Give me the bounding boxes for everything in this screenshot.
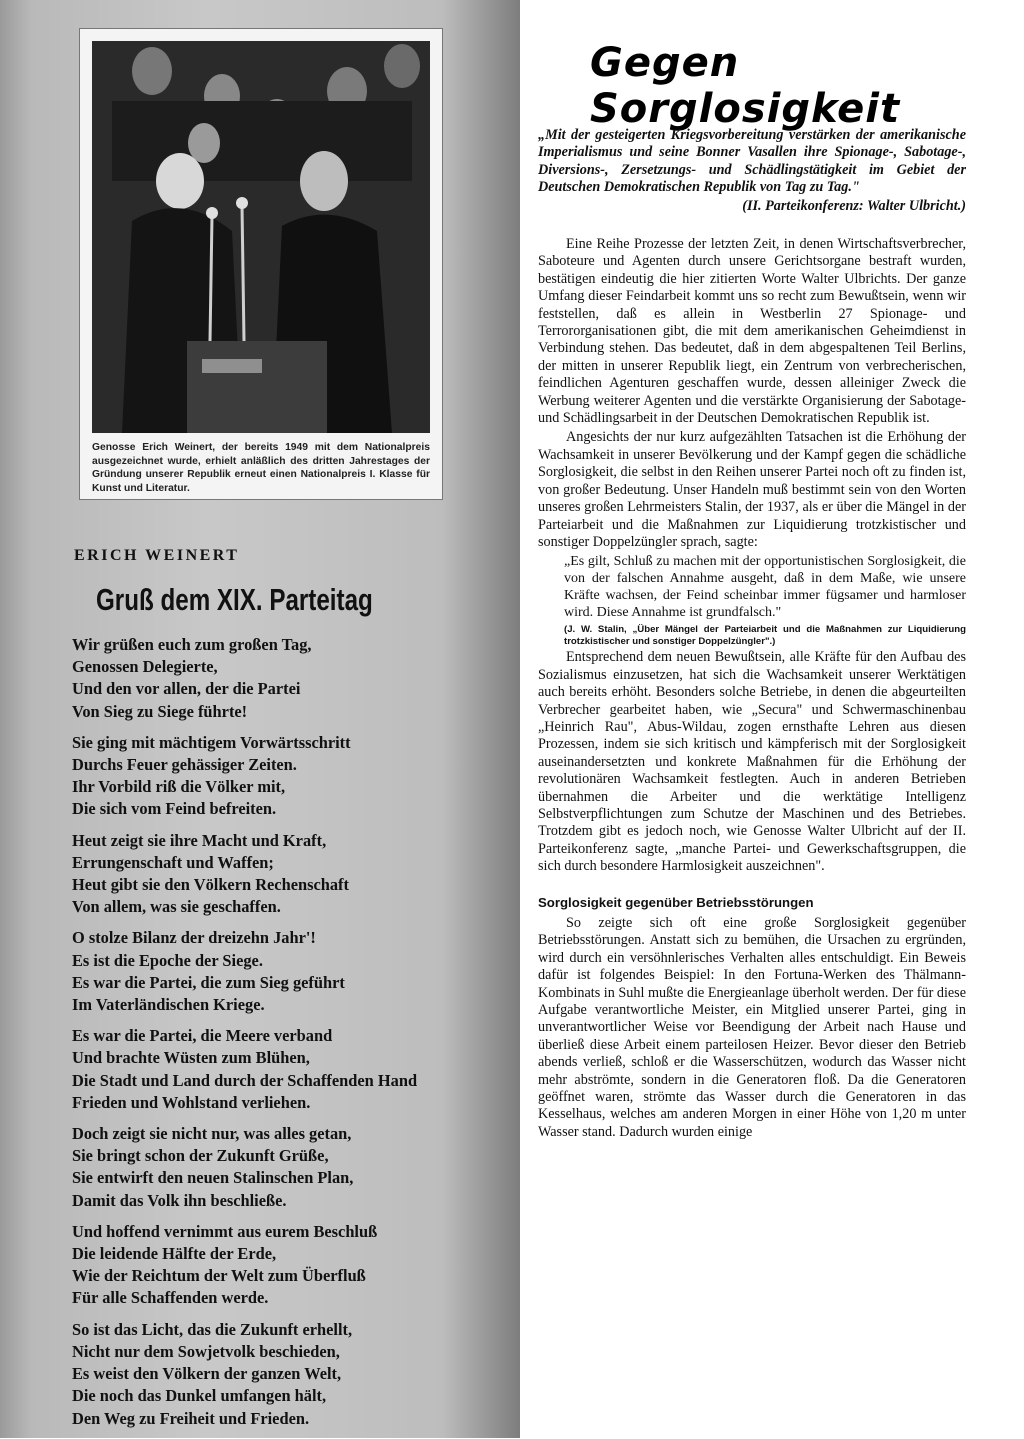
- poem-body: [72, 634, 492, 1439]
- poem-line: Von Sieg zu Siege führte!: [72, 701, 248, 721]
- poem-stanza: [72, 732, 492, 821]
- poem-line: Im Vaterländischen Kriege.: [72, 995, 265, 1015]
- poem-line: Die Stadt und Land durch der Schaffenden Hand: [72, 1070, 418, 1090]
- article-paragraph: Angesichts der nur kurz aufgezählten Tatsachen ist die Erhöhung der Wachsamkeit in unserer Bevölkerung und der Kampf gegen die schädliche Sorglosigkeit, die selbst in den Reihen unserer Partei noch oft zu finden ist, von großer Bedeutung. Unser Handeln muß bestimmt sein von den Worten unseres großen Lehrmeisters Stalin, der 1937, als er über die Mängel in der Parteiarbeit und die Maßnahmen zur Liquidierung trotzkistischer und sonstiger Doppelzüngler sprach, sagte:: [538, 429, 966, 550]
- article-headline: Gegen Sorglosigkeit: [590, 40, 901, 132]
- poem-line: Heut zeigt sie ihre Macht und Kraft,: [72, 830, 327, 850]
- poem-line: Die leidende Hälfte der Erde,: [72, 1244, 277, 1264]
- poem-line: Es ist die Epoche der Siege.: [72, 950, 263, 970]
- poem-stanza: [72, 634, 492, 723]
- poem-line: Die sich vom Feind befreiten.: [72, 799, 277, 819]
- epigraph-text: „Mit der gesteigerten Kriegsvorbereitung verstärken der amerikanische Imperialismus und seine Bonner Vasallen ihre Spionage-, Sabotage-, Diversions-, Zersetzungs- und Schädlingstätigkeit im Gebiet der Deutschen Demokratischen Republik von Tag zu Tag.": [538, 127, 966, 196]
- poem-author: ERICH WEINERT: [74, 547, 240, 564]
- poem-line: Und brachte Wüsten zum Blühen,: [72, 1048, 310, 1068]
- poem-line: Heut gibt sie den Völkern Rechenschaft: [72, 875, 349, 895]
- article-body: [538, 236, 966, 1143]
- epigraph-quote: [538, 127, 966, 215]
- poem-line: O stolze Bilanz der dreizehn Jahr'!: [72, 928, 316, 948]
- poem-line: Es war die Partei, die zum Sieg geführt: [72, 972, 345, 992]
- poem-line: Für alle Schaffenden werde.: [72, 1288, 269, 1308]
- article-paragraph: Entsprechend dem neuen Bewußtsein, alle Kräfte für den Aufbau des Sozialismus einzusetzen, hat sich die Wachsamkeit unserer Werktätigen auch bereits erhöht. Besonders solche Betriebe, in denen die abgeurteilten Verbrecher gearbeitet haben, wie „Secura" und Schwermaschinenbau „Heinrich Rau", Abus-Wildau, zogen ernsthafte Lehren aus diesen Prozessen, indem sie sich kritisch und kämpferisch mit der Sorglosigkeit auseinandersetzten und konkrete Maßnahmen für die Erhöhung der revolutionären Wachsamkeit festlegten. Auch in anderen Betrieben übernahmen die Arbeiter und die werktätige Intelligenz Selbstverpflichtungen zum Schutze der Maschinen und des Betriebes. Trotzdem gibt es jedoch noch, wie Genosse Walter Ulbricht auf der II. Parteikonferenz sagte, „manche Partei- und Gewerkschaftsgruppen, die sich durch besondere Harmlosigkeit auszeichnen".: [538, 649, 966, 875]
- poem-line: Ihr Vorbild riß die Völker mit,: [72, 777, 286, 797]
- poem-line: Und den vor allen, der die Partei: [72, 679, 301, 699]
- poem-line: Nicht nur dem Sowjetvolk beschieden,: [72, 1341, 340, 1361]
- poem-stanza: [72, 830, 492, 919]
- poem-stanza: [72, 1221, 492, 1310]
- poem-line: Es weist den Völkern der ganzen Welt,: [72, 1364, 342, 1384]
- epigraph-source: (II. Parteikonferenz: Walter Ulbricht.): [742, 197, 966, 214]
- poem-line: Den Weg zu Freiheit und Frieden.: [72, 1408, 310, 1428]
- poem-line: Und hoffend vernimmt aus eurem Beschluß: [72, 1221, 378, 1241]
- poem-stanza: [72, 1319, 492, 1430]
- article-paragraph: Eine Reihe Prozesse der letzten Zeit, in denen Wirtschaftsverbrecher, Saboteure und Agenten durch unsere Gerichtsorgane bestraft wurden, bestätigen eindeutig die hier zitierten Worte Walter Ulbrichts. Der ganze Umfang dieser Feindarbeit kommt uns so recht zum Bewußtsein, wenn wir feststellen, daß es allein in Westberlin 27 Spionage- und Terrororganisationen gibt, die mit dem amerikanischen Geheimdienst in Verbindung stehen. Das bedeutet, daß in dem abgespaltenen Teil Berlins, der mitten in unserer Republik liegt, ein Zentrum von verbrecherischen, feindlichen Agenturen geschaffen wurde, dessen alleiniger Zweck die Werbung weiterer Agenten und die verstärkte Organisierung der Sabotage- und Schädlingsarbeit in der Deutschen Demokratischen Republik ist.: [538, 236, 966, 427]
- photo-caption: Genosse Erich Weinert, der bereits 1949 mit dem Nationalpreis ausgezeichnet wurde, erhielt anläßlich des dritten Jahrestages der Gründung unserer Republik erneut einen Nationalpreis I. Klasse für Kunst und Literatur.: [92, 442, 430, 494]
- poem-line: Wir grüßen euch zum großen Tag,: [72, 635, 312, 654]
- poem-line: Damit das Volk ihn beschließe.: [72, 1190, 287, 1210]
- stalin-quote: „Es gilt, Schluß zu machen mit der opportunistischen Sorglosigkeit, die von der falschen Annahme ausgeht, daß in dem Maße, wie unsere Kräfte wachsen, der Feind scheinbar immer fügsamer und harmloser wird. Diese Annahme ist grundfalsch.": [564, 554, 966, 621]
- poem-line: Von allem, was sie geschaffen.: [72, 897, 281, 917]
- poem-line: Frieden und Wohlstand verliehen.: [72, 1092, 311, 1112]
- poem-title: Gruß dem XIX. Parteitag: [96, 582, 373, 617]
- poem-line: Errungenschaft und Waffen;: [72, 852, 274, 872]
- ceremony-photo: [92, 41, 430, 433]
- poem-line: Sie entwirft den neuen Stalinschen Plan,: [72, 1168, 354, 1188]
- poem-stanza: [72, 927, 492, 1016]
- article-paragraph: So zeigte sich oft eine große Sorglosigkeit gegenüber Betriebsstörungen. Anstatt sich zu bemühen, die Ursachen zu ergründen, wird durch ein versöhnlerisches Verhalten alles entschuldigt. Ein Beweis dafür ist folgendes Beispiel: In den Fortuna-Werken des Thälmann-Kombinats in Suhl mußte die Energieanlage überholt werden. Der für diese Aufgabe verantwortliche Meister, ein Mitglied unserer Partei, ging in unverantwortlicher Weise vor Beendigung der Arbeit nach Hause und überließ diese Arbeit einem parteilosen Heizer. Bevor dieser den Betrieb abends verließ, schloß er die Wasserschützen, wodurch das Wasser nicht mehr abströmte, sondern in die Generatoren floß. Da die Generatoren geöffnet waren, strömte das Wasser durch die Generatoren in das Kesselhaus, welches am anderen Morgen in einer Höhe von 1,20 m unter Wasser stand. Dadurch wurden einige: [538, 915, 967, 1140]
- poem-line: Sie ging mit mächtigem Vorwärtsschritt: [72, 732, 351, 752]
- poem-line: Es war die Partei, die Meere verband: [72, 1026, 333, 1046]
- poem-line: Wie der Reichtum der Welt zum Überfluß: [72, 1266, 366, 1286]
- poem-line: So ist das Licht, das die Zukunft erhellt,: [72, 1319, 353, 1339]
- poem-stanza: [72, 1123, 492, 1212]
- poem-line: Doch zeigt sie nicht nur, was alles getan,: [72, 1124, 352, 1144]
- ceremony-photo-image: [92, 41, 430, 433]
- poem-line: Genossen Delegierte,: [72, 657, 218, 677]
- stalin-reference: (J. W. Stalin, „Über Mängel der Parteiarbeit und die Maßnahmen zur Liquidierung trotzkistischer und sonstiger Doppelzüngler".): [564, 624, 966, 647]
- poem-line: Durchs Feuer gehässiger Zeiten.: [72, 755, 297, 775]
- article-subheading: Sorglosigkeit gegenüber Betriebsstörungen: [538, 894, 814, 910]
- poem-stanza: [72, 1025, 492, 1114]
- poem-line: Die noch das Dunkel umfangen hält,: [72, 1386, 327, 1406]
- poem-line: Sie bringt schon der Zukunft Grüße,: [72, 1146, 329, 1166]
- photo-frame: [79, 28, 443, 500]
